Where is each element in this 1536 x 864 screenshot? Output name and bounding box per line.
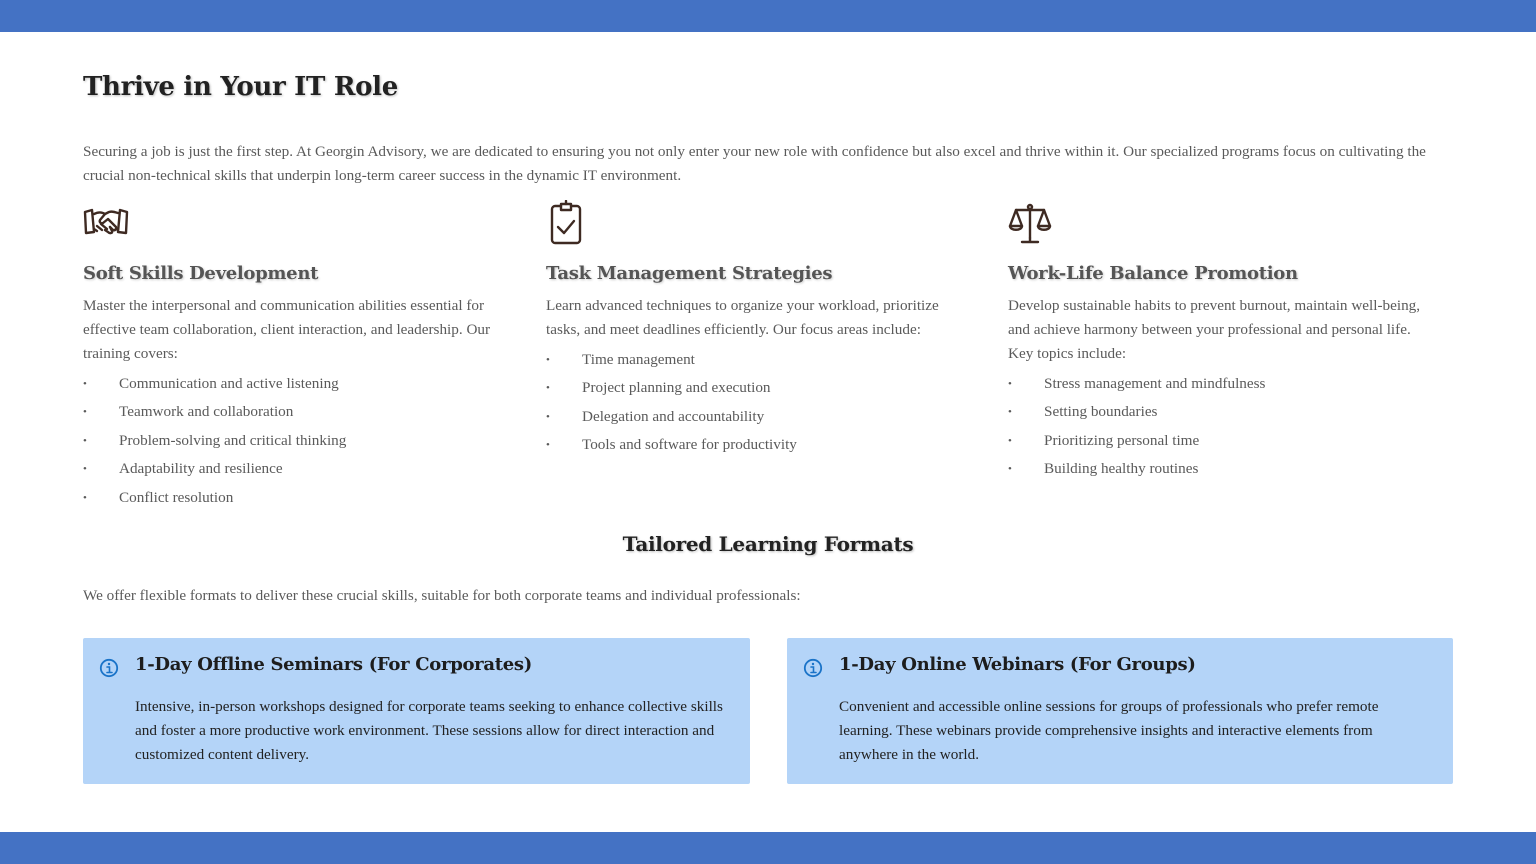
list-item: • Tools and software for productivity [546,435,976,455]
task-management-column [546,200,976,464]
list-item: • Setting boundaries [1008,402,1438,422]
list-item: • Project planning and execution [546,378,976,398]
column-description: Develop sustainable habits to prevent burnout, maintain well-being, and achieve harmony between your professional and personal life. Key topics include: [1008,297,1421,362]
info-icon [99,658,119,678]
offline-seminar-card [83,638,750,784]
list-item: • Delegation and accountability [546,407,976,427]
card-title: 1-Day Online Webinars (For Groups) [839,654,1196,675]
card-title: 1-Day Offline Seminars (For Corporates) [135,654,532,675]
column-title: Work-Life Balance Promotion [1008,263,1298,284]
column-description: Learn advanced techniques to organize your workload, prioritize tasks, and meet deadlines efficiently. Our focus areas include: [546,297,939,338]
page-title: Thrive in Your IT Role [83,72,398,102]
top-accent-bar [0,0,1536,32]
list-item: • Adaptability and resilience [83,459,513,479]
work-life-balance-column [1008,200,1438,488]
column-title: Task Management Strategies [546,263,833,284]
main-content [83,32,1453,832]
column-description: Master the interpersonal and communication abilities essential for effective team collaboration, client interaction, and leadership. Our training covers: [83,297,491,362]
topic-list [83,374,513,508]
topic-list [1008,374,1438,479]
list-item: • Building healthy routines [1008,459,1438,479]
bottom-accent-bar [0,832,1536,864]
info-icon [803,658,823,678]
card-body: Convenient and accessible online sessions for groups of professionals who prefer remote learning. These webinars provide comprehensive insights and interactive elements from anywhere in the world. [839,698,1379,763]
section-title: Tailored Learning Formats [622,532,914,556]
list-item: • Teamwork and collaboration [83,402,513,422]
section-intro: We offer flexible formats to deliver these crucial skills, suitable for both corporate teams and individual professionals: [83,587,801,604]
card-body: Intensive, in-person workshops designed for corporate teams seeking to enhance collective skills and foster a more productive work environment. These sessions allow for direct interaction and customized content delivery. [135,698,723,763]
topic-list [546,350,976,455]
handshake-icon [83,200,513,246]
list-item: • Communication and active listening [83,374,513,394]
column-title: Soft Skills Development [83,263,319,284]
list-item: • Prioritizing personal time [1008,431,1438,451]
list-item: • Problem-solving and critical thinking [83,431,513,451]
balance-scale-icon [1008,200,1438,246]
soft-skills-column [83,200,513,516]
list-item: • Stress management and mindfulness [1008,374,1438,394]
list-item: • Time management [546,350,976,370]
clipboard-check-icon [546,200,976,246]
online-webinar-card [787,638,1453,784]
list-item: • Conflict resolution [83,488,513,508]
intro-paragraph: Securing a job is just the first step. At Georgin Advisory, we are dedicated to ensuring you not only enter your new role with confidence but also excel and thrive within it. Our specialized programs focus on cultivating the crucial non-technical skills that underpin long-term career success in the dynamic IT environment. [83,143,1426,184]
